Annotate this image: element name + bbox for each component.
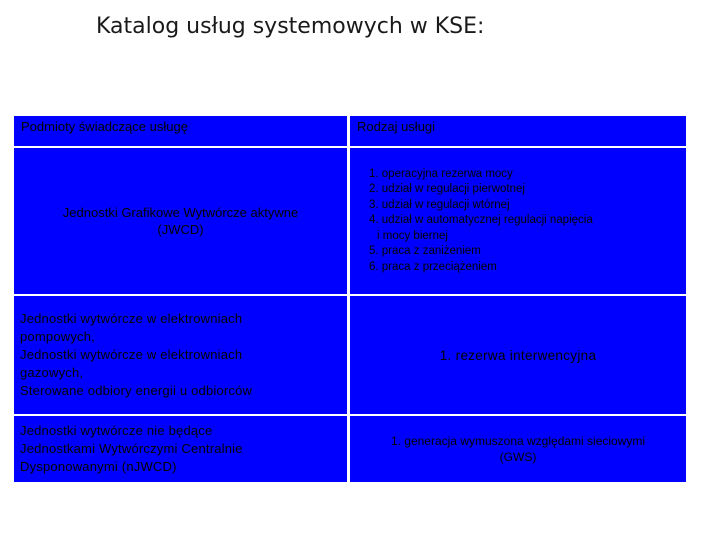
service-list-item: 4. udział w automatycznej regulacji napięcia xyxy=(369,214,593,227)
table-row-3-services xyxy=(350,416,686,482)
table-row-1-services xyxy=(350,148,686,294)
table-row-1-providers xyxy=(14,148,347,294)
service-list-item: 1. generacja wymuszona względami sieciowymi xyxy=(390,434,646,448)
cell-text-line: (JWCD) xyxy=(157,222,204,237)
service-list-item: 1. rezerwa interwencyjna xyxy=(439,347,597,363)
cell-text-line: Dysponowanymi (nJWCD) xyxy=(20,459,177,474)
service-list-item-continuation: i mocy biernej xyxy=(377,229,448,242)
header-service-type: Rodzaj usługi xyxy=(350,116,686,146)
cell-text-line: Jednostki wytwórcze w elektrowniach xyxy=(20,311,243,326)
table-row-2-providers xyxy=(14,296,347,414)
service-list-item: 5. praca z zaniżeniem xyxy=(369,245,481,258)
cell-text-line: gazowych, xyxy=(20,365,84,380)
header-providers: Podmioty świadczące usługę xyxy=(14,116,347,146)
cell-text-line: Jednostkami Wytwórczymi Centralnie xyxy=(20,441,243,456)
cell-text-line: Jednostki wytwórcze w elektrowniach xyxy=(20,347,243,362)
cell-text-line: Jednostki Grafikowe Wytwórcze aktywne xyxy=(62,205,299,220)
table-row-3-providers xyxy=(14,416,347,482)
service-list-item: 3. udział w regulacji wtórnej xyxy=(369,198,510,211)
service-list-item: (GWS) xyxy=(499,450,537,464)
cell-text-line: pompowych, xyxy=(20,329,95,344)
page-title: Katalog usług systemowych w KSE: xyxy=(96,14,485,39)
cell-text-line: Jednostki wytwórcze nie będące xyxy=(20,423,213,438)
table-row-2-services xyxy=(350,296,686,414)
cell-text-line: Sterowane odbiory energii u odbiorców xyxy=(20,383,253,398)
service-list-item: 6. praca z przeciążeniem xyxy=(369,260,497,273)
service-list-item: 1. operacyjna rezerwa mocy xyxy=(369,167,513,180)
service-list-item: 2. udział w regulacji pierwotnej xyxy=(369,183,525,196)
